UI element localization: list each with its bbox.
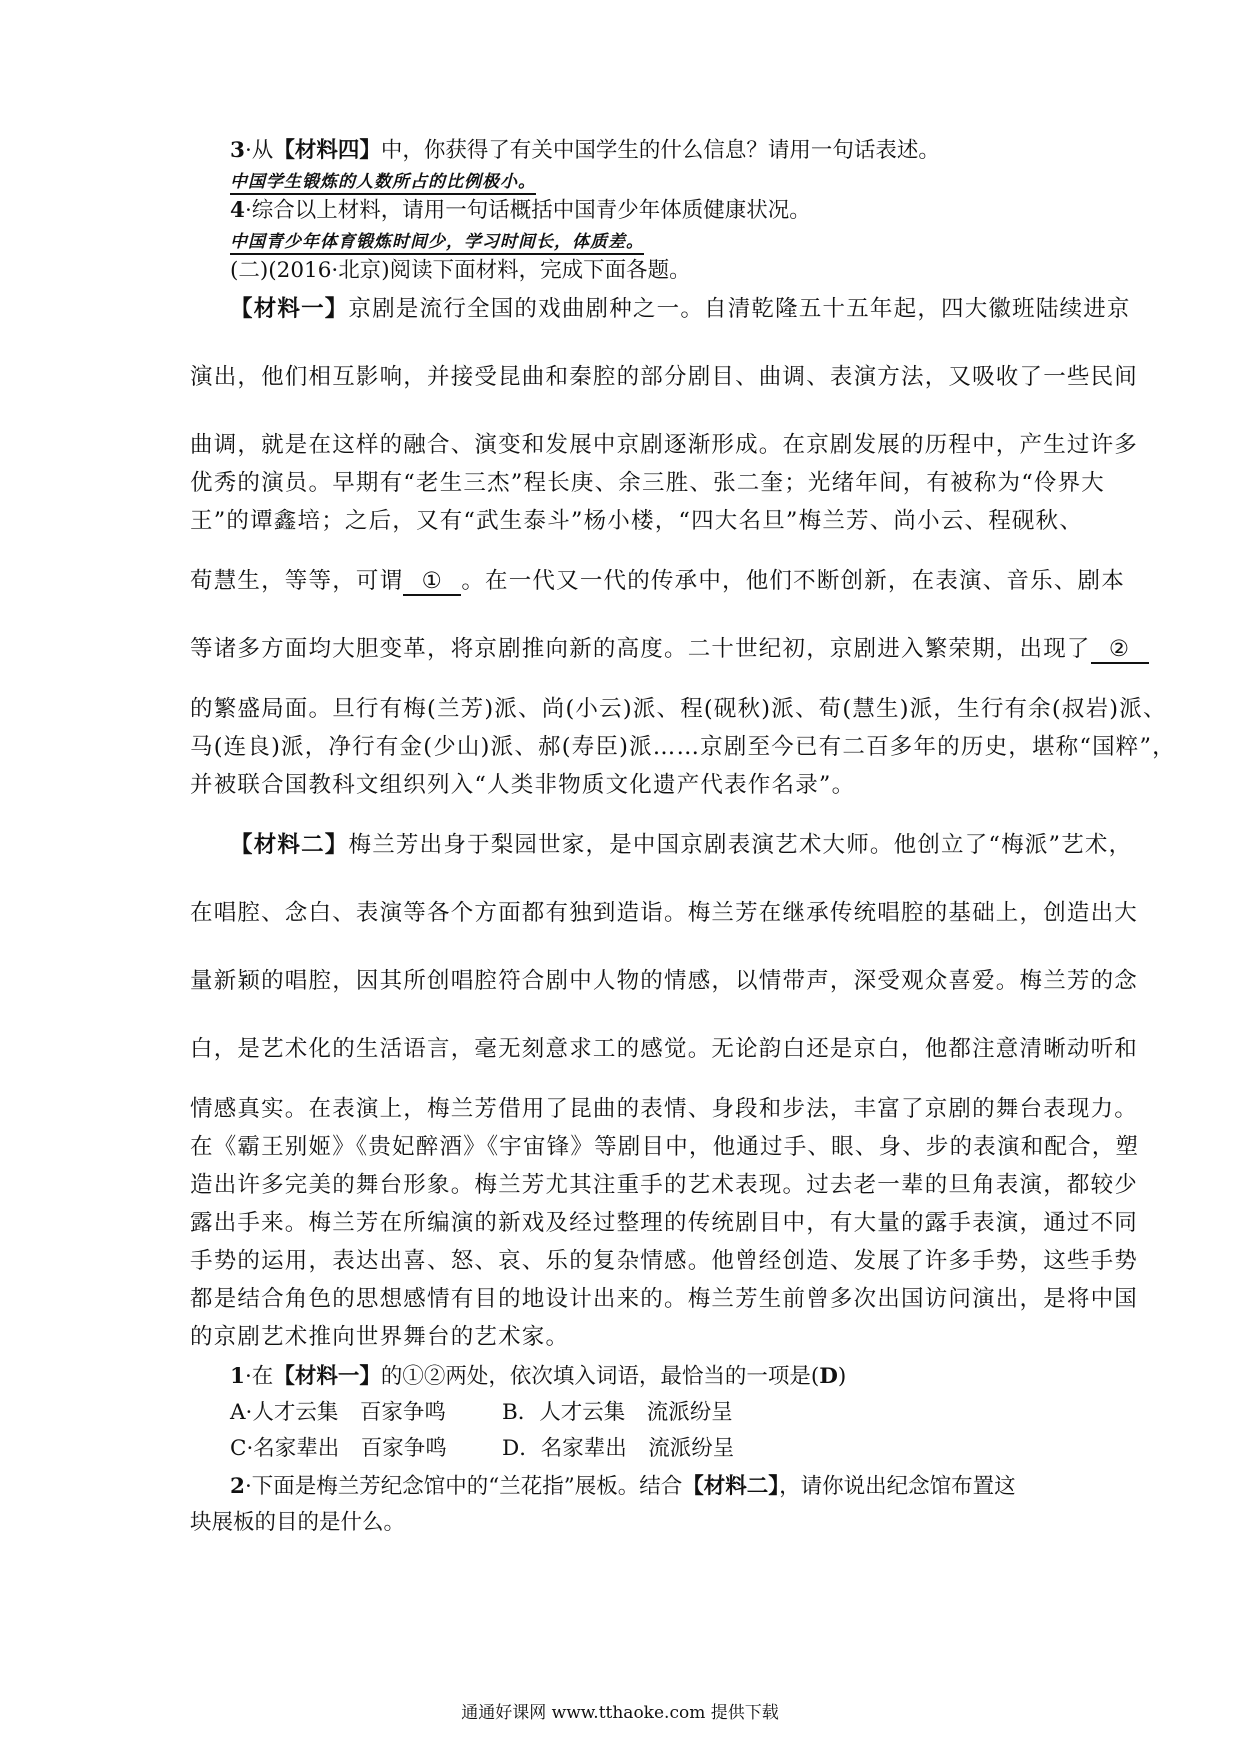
options-row xyxy=(230,1398,1100,1428)
answer-choice: D xyxy=(819,1364,838,1389)
material-2-line: 在《霸王别姬》《贵妃醉酒》《宇宙锋》等剧目中，他通过手、眼、身、步的表演和配合，塑 xyxy=(190,1134,1140,1160)
fill-blank-1: ① xyxy=(403,568,461,596)
material-2-line: 情感真实。在表演上，梅兰芳借用了昆曲的表情、身段和步法，丰富了京剧的舞台表现力。 xyxy=(190,1096,1139,1122)
material-1-line: 马(连良)派，净行有金(少山)派、郝(寿臣)派……京剧至今已有二百多年的历史，堪称“国粹”， xyxy=(190,734,1176,760)
question-text: ·在 xyxy=(244,1364,274,1389)
paragraph-text: 京剧是流行全国的戏曲剧种之一。自清乾隆五十五年起，四大徽班陆续进京 xyxy=(348,296,1131,322)
paragraph-text: 荀慧生，等等，可谓 xyxy=(190,568,404,594)
section-heading: (二)(2016·北京)阅读下面材料，完成下面各题。 xyxy=(230,258,691,283)
option-b: B．人才云集 流派纷呈 xyxy=(502,1400,733,1425)
question-4 xyxy=(230,196,1100,226)
material-ref: 【材料四】 xyxy=(273,138,381,163)
material-2-line: 露出手来。梅兰芳在所编演的新戏及经过整理的传统剧目中，有大量的露手表演，通过不同 xyxy=(190,1210,1139,1236)
handwritten-answer: 中国青少年体育锻炼时间少，学习时间长，体质差。 xyxy=(230,232,644,255)
material-2-line: 在唱腔、念白、表演等各个方面都有独到造诣。梅兰芳在继承传统唱腔的基础上，创造出大 xyxy=(190,900,1139,926)
material-1-line: 的繁盛局面。旦行有梅(兰芳)派、尚(小云)派、程(砚秋)派、荀(慧生)派，生行有余(叔岩)派、 xyxy=(190,696,1167,722)
question-text: 中，你获得了有关中国学生的什么信息？请用一句话表述。 xyxy=(380,138,940,163)
material-1-line xyxy=(230,294,1131,324)
material-1-line: 王”的谭鑫培；之后，又有“武生泰斗”杨小楼，“四大名旦”梅兰芳、尚小云、程砚秋、 xyxy=(190,508,1084,534)
paragraph-text: 。在一代又一代的传承中，他们不断创新，在表演、音乐、剧本 xyxy=(461,568,1125,594)
material-label: 【材料二】 xyxy=(230,832,349,858)
material-1-line: 曲调，就是在这样的融合、演变和发展中京剧逐渐形成。在京剧发展的历程中，产生过许多 xyxy=(190,432,1139,458)
paragraph-text: 等诸多方面均大胆变革，将京剧推向新的高度。二十世纪初，京剧进入繁荣期，出现了 xyxy=(190,636,1091,662)
material-2-line: 量新颖的唱腔，因其所创唱腔符合剧中人物的情感，以情带声，深受观众喜爱。梅兰芳的念 xyxy=(190,968,1139,994)
handwritten-answer: 中国学生锻炼的人数所占的比例极小。 xyxy=(230,172,536,195)
material-2-line: 手势的运用，表达出喜、怒、哀、乐的复杂情感。他曾经创造、发展了许多手势，这些手势 xyxy=(190,1248,1139,1274)
material-2-line: 白，是艺术化的生活语言，毫无刻意求工的感觉。无论韵白还是京白，他都注意清晰动听和 xyxy=(190,1036,1139,1062)
material-2-line: 都是结合角色的思想感情有目的地设计出来的。梅兰芳生前曾多次出国访问演出，是将中国 xyxy=(190,1286,1139,1312)
material-label: 【材料一】 xyxy=(230,296,349,322)
answer-3 xyxy=(230,166,1100,197)
material-2-line xyxy=(230,830,1133,860)
answer-4 xyxy=(230,226,1100,257)
page-footer: 通通好课网 www.tthaoke.com 提供下载 xyxy=(461,1703,779,1723)
fill-blank-2: ② xyxy=(1091,636,1149,664)
material-question-1 xyxy=(230,1362,1100,1392)
question-3 xyxy=(230,136,1100,166)
question-text: ·综合以上材料，请用一句话概括中国青少年体质健康状况。 xyxy=(244,198,811,223)
material-1-line xyxy=(190,566,1125,596)
material-1-line xyxy=(190,634,1131,664)
material-ref: 【材料一】 xyxy=(273,1364,381,1389)
question-number: 4 xyxy=(230,198,245,223)
option-c: C·名家辈出 百家争鸣 xyxy=(230,1436,447,1461)
question-text: ·下面是梅兰芳纪念馆中的“兰花指”展板。结合 xyxy=(244,1474,683,1499)
material-1-line: 并被联合国教科文组织列入“人类非物质文化遗产代表作名录”。 xyxy=(190,772,856,798)
material-ref: 【材料二】 xyxy=(682,1474,780,1499)
question-number: 2 xyxy=(230,1474,245,1499)
question-number: 1 xyxy=(230,1364,245,1389)
option-a: A·人才云集 百家争鸣 xyxy=(230,1400,446,1425)
question-text: ·从 xyxy=(244,138,274,163)
material-1-line: 演出，他们相互影响，并接受昆曲和秦腔的部分剧目、曲调、表演方法，又吸收了一些民间 xyxy=(190,364,1139,390)
material-question-2 xyxy=(230,1472,1100,1502)
material-2-line: 造出许多完美的舞台形象。梅兰芳尤其注重手的艺术表现。过去老一辈的旦角表演，都较少 xyxy=(190,1172,1139,1198)
question-text: ，请你说出纪念馆布置这 xyxy=(779,1474,1016,1499)
material-2-line: 的京剧艺术推向世界舞台的艺术家。 xyxy=(190,1324,570,1350)
paragraph-text: 梅兰芳出身于梨园世家，是中国京剧表演艺术大师。他创立了“梅派”艺术， xyxy=(348,832,1133,858)
material-1-line: 优秀的演员。早期有“老生三杰”程长庚、余三胜、张二奎；光绪年间，有被称为“伶界大 xyxy=(190,470,1106,496)
question-number: 3 xyxy=(230,138,245,163)
material-question-2-cont: 块展板的目的是什么。 xyxy=(190,1510,406,1535)
option-d: D．名家辈出 流派纷呈 xyxy=(502,1436,735,1461)
options-row xyxy=(230,1434,1100,1464)
question-text: 的①②两处，依次填入词语，最恰当的一项是( xyxy=(380,1364,820,1389)
question-text: ) xyxy=(837,1364,847,1389)
